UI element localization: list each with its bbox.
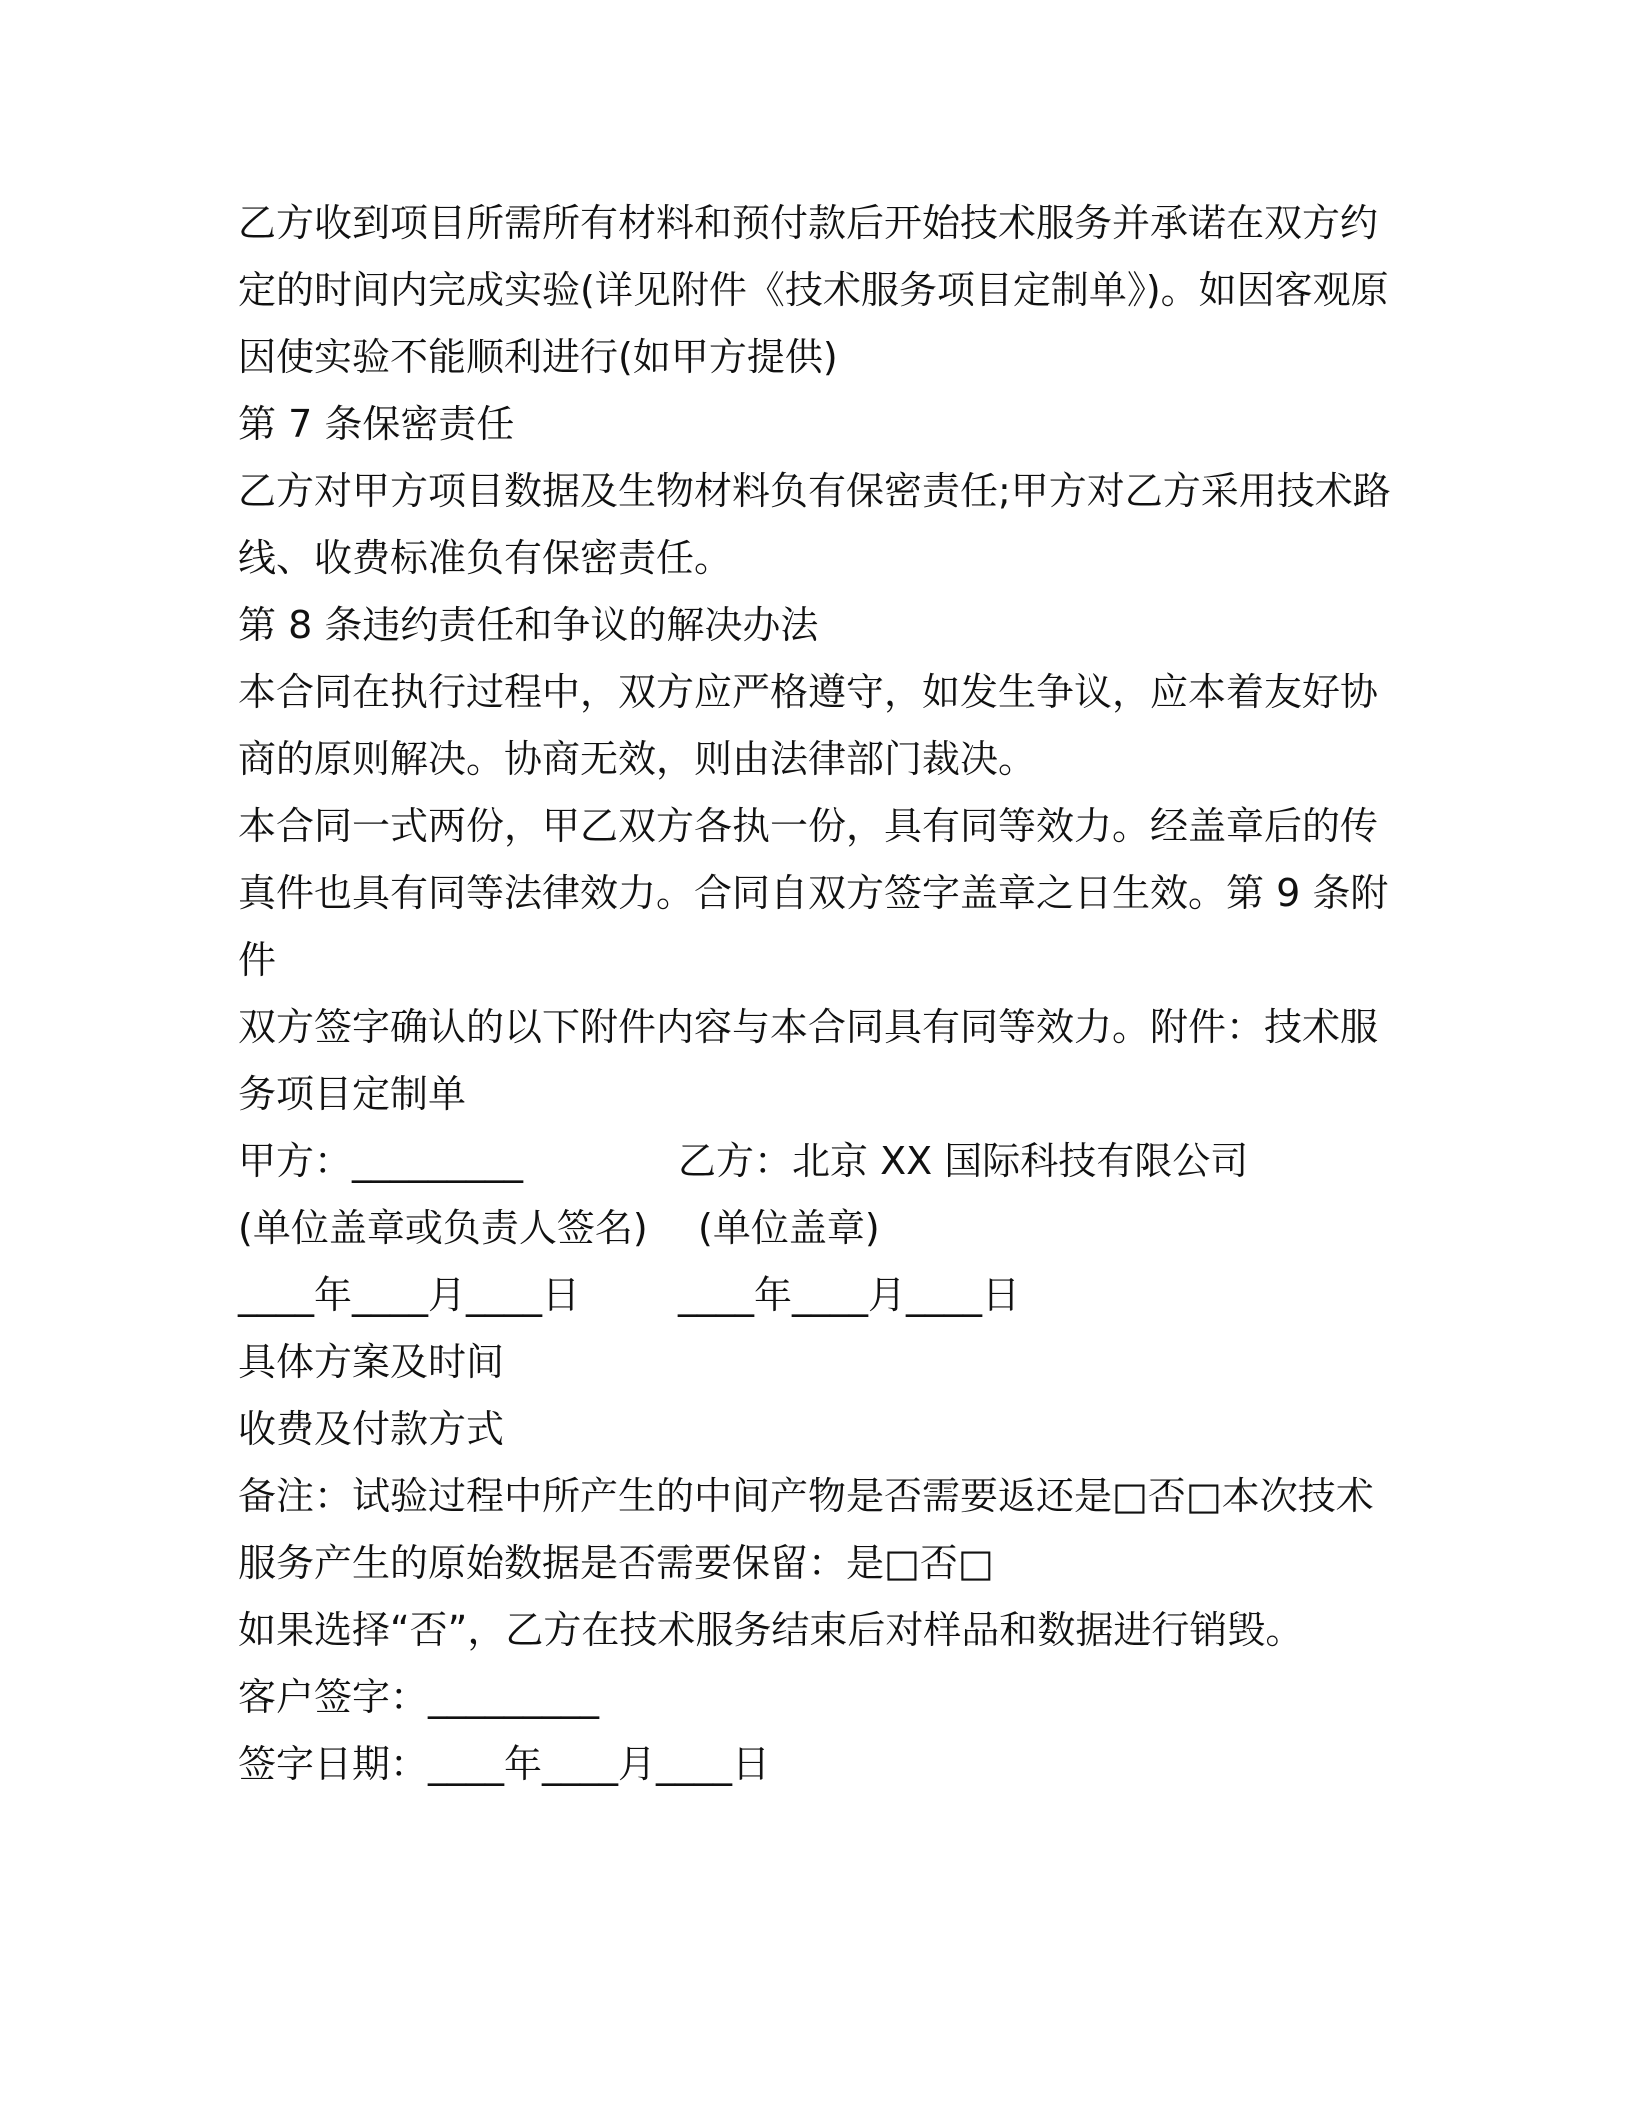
paragraph-line: 乙方收到项目所需所有材料和预付款后开始技术服务并承诺在双方约 (238, 201, 1379, 245)
paragraph-line: 定的时间内完成实验(详见附件《技术服务项目定制单》)。如因客观原 (238, 268, 1389, 312)
remarks-line: 服务产生的原始数据是否需要保留：是□否□ (238, 1541, 994, 1585)
paragraph-line: 乙方对甲方项目数据及生物材料负有保密责任;甲方对乙方采用技术路 (238, 469, 1391, 513)
party-b-date: ____年____月____日 (678, 1273, 1021, 1317)
signature-dates-row (238, 1262, 1388, 1329)
paragraph-line: 务项目定制单 (238, 1072, 467, 1116)
document-body (238, 190, 1391, 1798)
paragraph-line: 件 (238, 938, 277, 982)
party-b-name: 乙方：北京 XX 国际科技有限公司 (678, 1139, 1249, 1183)
remarks-line: 备注：试验过程中所产生的中间产物是否需要返还是□否□本次技术 (238, 1474, 1374, 1518)
paragraph-line: 本合同在执行过程中，双方应严格遵守，如发生争议，应本着友好协 (238, 670, 1379, 714)
paragraph-line: 本合同一式两份，甲乙双方各执一份，具有同等效力。经盖章后的传 (238, 804, 1379, 848)
signature-date: 签字日期：____年____月____日 (238, 1742, 771, 1786)
section-heading: 第 8 条违约责任和争议的解决办法 (238, 603, 819, 647)
paragraph-line: 真件也具有同等法律效力。合同自双方签字盖章之日生效。第 9 条附 (238, 871, 1389, 915)
party-a-date: ____年____月____日 (238, 1273, 581, 1317)
paragraph-line: 商的原则解决。协商无效，则由法律部门裁决。 (238, 737, 1037, 781)
signature-parties-row (238, 1128, 1388, 1195)
signature-notes-row (238, 1195, 1388, 1262)
customer-signature: 客户签字：_________ (238, 1675, 600, 1719)
section-heading: 第 7 条保密责任 (238, 402, 515, 446)
paragraph-line: 线、收费标准负有保密责任。 (238, 536, 733, 580)
paragraph-line: 双方签字确认的以下附件内容与本合同具有同等效力。附件：技术服 (238, 1005, 1379, 1049)
form-field-label: 收费及付款方式 (238, 1407, 505, 1451)
paragraph-line: 因使实验不能顺利进行(如甲方提供) (238, 335, 838, 379)
party-b-note: (单位盖章) (698, 1206, 880, 1250)
remarks-line: 如果选择“否”，乙方在技术服务结束后对样品和数据进行销毁。 (238, 1608, 1304, 1652)
form-field-label: 具体方案及时间 (238, 1340, 505, 1384)
party-a-note: (单位盖章或负责人签名) (238, 1206, 648, 1250)
party-a-signature: 甲方：_________ (238, 1139, 524, 1183)
